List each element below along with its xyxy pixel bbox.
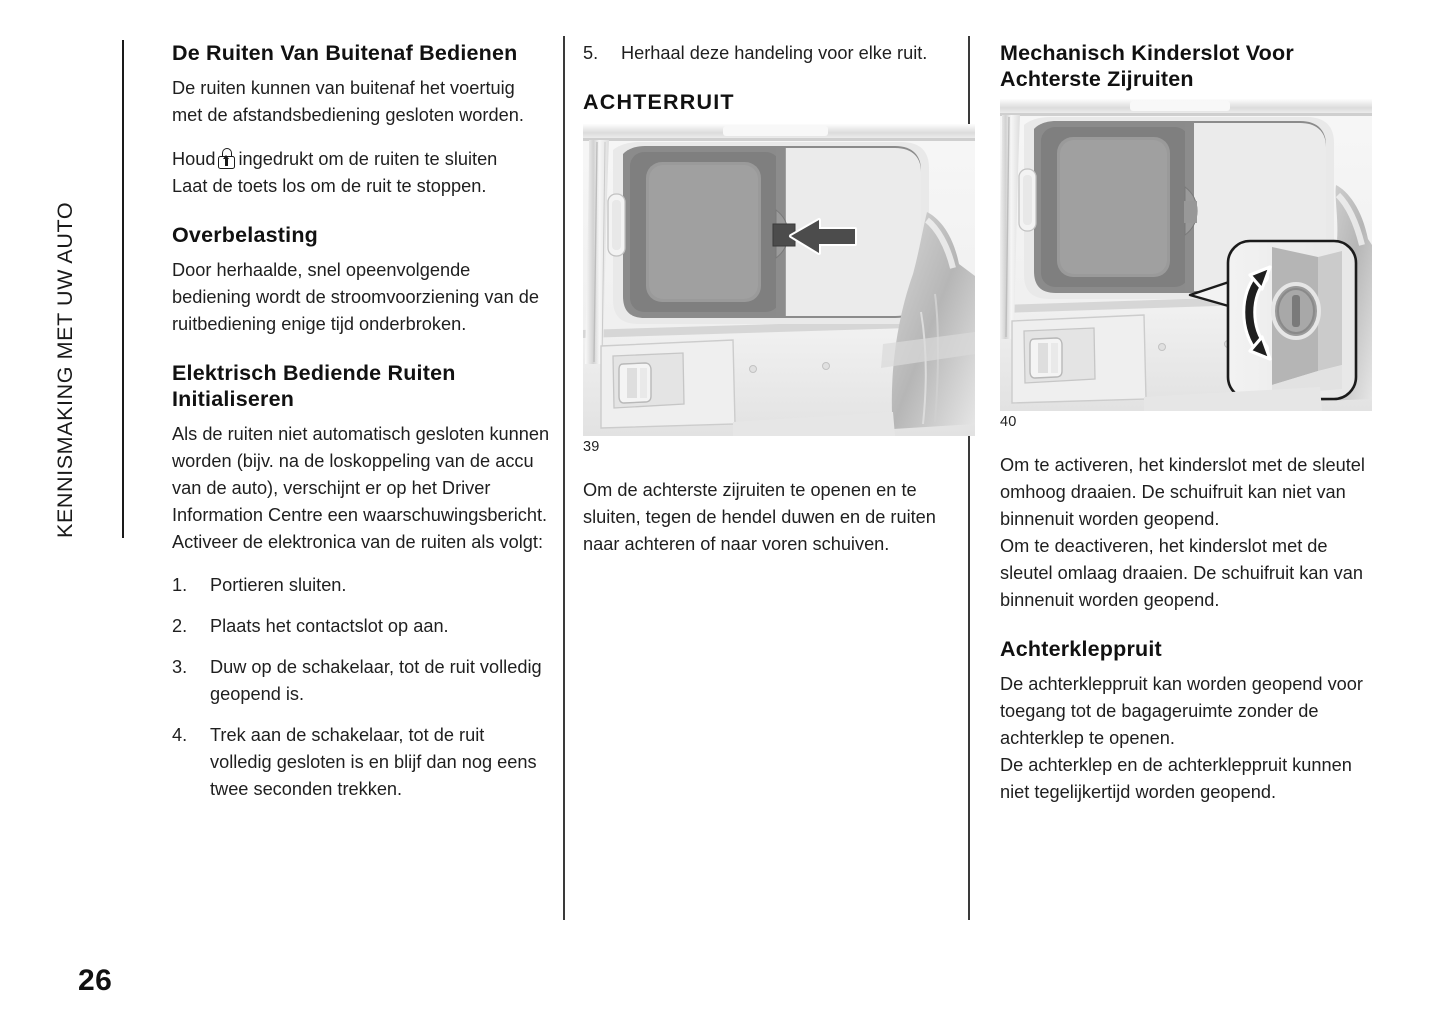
heading-overbelasting: Overbelasting bbox=[172, 222, 318, 247]
figure-39-caption: 39 bbox=[583, 439, 600, 456]
paragraph-ruiten-buitenaf: De ruiten kunnen van buitenaf het voertuig met de afstandsbediening gesloten worden. bbox=[172, 78, 524, 126]
column-left bbox=[172, 40, 550, 817]
list-item-number: 4. bbox=[172, 724, 188, 745]
list-item bbox=[583, 40, 975, 67]
paragraph-houd-prefix: Houd bbox=[172, 149, 216, 170]
list-item-text: Duw op de schakelaar, tot de ruit volledig geopend is. bbox=[210, 657, 542, 704]
list-item bbox=[172, 654, 550, 708]
page-number: 26 bbox=[78, 964, 113, 997]
mechanical-child-lock-illustration bbox=[1000, 99, 1372, 411]
heading-elektrisch-bediende-ruiten-initialiseren: Elektrisch Bediende Ruiten Initialiseren bbox=[172, 361, 456, 412]
figure-39-svg bbox=[583, 124, 975, 436]
list-item-text: Trek aan de schakelaar, tot de ruit volledig gesloten is en blijf dan nog eens twee seconden trekken. bbox=[210, 724, 537, 799]
figure-39 bbox=[583, 124, 975, 455]
list-item bbox=[172, 613, 550, 640]
figure-40-caption: 40 bbox=[1000, 414, 1017, 431]
list-item-text: Herhaal deze handeling voor elke ruit. bbox=[621, 43, 928, 63]
running-head-rule bbox=[122, 40, 124, 538]
heading-achterruit: ACHTERRUIT bbox=[583, 89, 735, 114]
paragraph-achterruit-bediening: Om de achterste zijruiten te openen en te sluiten, tegen de hendel duwen en de ruiten naar achteren of naar voren schuiven. bbox=[583, 480, 936, 555]
initialisation-steps-list bbox=[172, 572, 550, 803]
paragraph-initialiseren-intro: Als de ruiten niet automatisch gesloten kunnen worden (bijv. na de loskoppeling van de accu van de auto), verschijnt er op het Driver Information Centre een waarschuwingsbericht. Activeer de elektronica van de ruiten als volgt: bbox=[172, 424, 550, 553]
list-item-number: 5. bbox=[583, 43, 599, 63]
heading-achterkleppruit: Achterkleppruit bbox=[1000, 637, 1162, 662]
column-middle bbox=[583, 40, 975, 558]
list-item-text: Plaats het contactslot op aan. bbox=[210, 616, 449, 637]
paragraph-laat-toets-los: Laat de toets los om de ruit te stoppen. bbox=[172, 176, 487, 197]
paragraph-houd-lock bbox=[172, 146, 550, 173]
list-item-number: 2. bbox=[172, 616, 188, 637]
rear-side-window-handle-illustration bbox=[583, 124, 975, 436]
list-item-number: 1. bbox=[172, 575, 188, 596]
list-item-number: 3. bbox=[172, 657, 188, 677]
paragraph-achterkleppruit-1: De achterkleppruit kan worden geopend voor toegang tot de bagageruimte zonder de achterklep te openen. bbox=[1000, 674, 1363, 749]
running-head-label: KENNISMAKING MET UW AUTO bbox=[53, 201, 77, 538]
column-right bbox=[1000, 40, 1372, 806]
running-head bbox=[53, 38, 124, 538]
figure-40 bbox=[1000, 99, 1372, 430]
heading-mechanisch-kinderslot: Mechanisch Kinderslot Voor Achterste Zijruiten bbox=[1000, 41, 1294, 92]
list-item-text: Portieren sluiten. bbox=[210, 575, 347, 596]
heading-de-ruiten-van-buitenaf-bedienen: De Ruiten Van Buitenaf Bedienen bbox=[172, 41, 518, 65]
column-divider-1 bbox=[563, 36, 565, 920]
paragraph-overbelasting: Door herhaalde, snel opeenvolgende bediening wordt de stroomvoorziening van de ruitbediening enige tijd onderbroken. bbox=[172, 260, 540, 335]
lock-icon bbox=[218, 148, 235, 169]
paragraph-houd-suffix: ingedrukt om de ruiten te sluiten bbox=[238, 149, 498, 170]
list-item bbox=[172, 572, 550, 599]
figure-40-svg bbox=[1000, 99, 1372, 411]
list-item bbox=[172, 722, 550, 803]
paragraph-kinderslot-activeren: Om te activeren, het kinderslot met de sleutel omhoog draaien. De schuifruit kan niet van binnenuit worden geopend. bbox=[1000, 455, 1365, 530]
paragraph-achterkleppruit-2: De achterklep en de achterkleppruit kunnen niet tegelijkertijd worden geopend. bbox=[1000, 755, 1352, 803]
initialisation-steps-continued bbox=[583, 40, 975, 67]
paragraph-kinderslot-deactiveren: Om te deactiveren, het kinderslot met de sleutel omlaag draaien. De schuifruit kan van binnenuit worden geopend. bbox=[1000, 536, 1363, 611]
